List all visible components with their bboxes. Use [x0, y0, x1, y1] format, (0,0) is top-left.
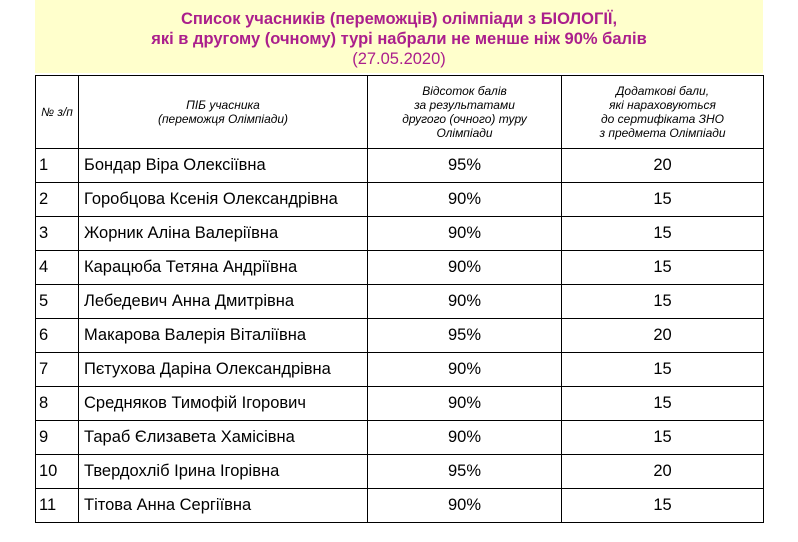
participant-name: Карацюба Тетяна Андріївна: [79, 251, 368, 285]
score-percent: 90%: [368, 251, 562, 285]
winners-table: [35, 75, 764, 523]
score-percent: 90%: [368, 489, 562, 523]
header-percent-line: Олімпіади: [436, 126, 493, 140]
header-percent-line: другого (очного) туру: [402, 112, 527, 126]
title-block: [35, 0, 763, 73]
row-number: 6: [36, 319, 79, 353]
bonus-points: 15: [562, 183, 764, 217]
header-percent-line: Відсоток балів: [422, 84, 507, 98]
header-bonus-line: з предмета Олімпіади: [599, 126, 726, 140]
score-percent: 95%: [368, 319, 562, 353]
bonus-points: 15: [562, 217, 764, 251]
row-number: 2: [36, 183, 79, 217]
participant-name: Бондар Віра Олексіївна: [79, 149, 368, 183]
score-percent: 90%: [368, 217, 562, 251]
table-row: [36, 319, 764, 353]
row-number: 4: [36, 251, 79, 285]
table-row: [36, 285, 764, 319]
table-row: [36, 183, 764, 217]
score-percent: 90%: [368, 353, 562, 387]
participant-name: Макарова Валерія Віталіївна: [79, 319, 368, 353]
header-row: [36, 76, 764, 149]
table-row: [36, 489, 764, 523]
header-percent-line: за результатами: [414, 98, 515, 112]
bonus-points: 20: [562, 455, 764, 489]
participant-name: Лебедевич Анна Дмитрівна: [79, 285, 368, 319]
table-row: [36, 251, 764, 285]
bonus-points: 20: [562, 319, 764, 353]
participant-name: Тараб Єлизавета Хамісівна: [79, 421, 368, 455]
table-row: [36, 149, 764, 183]
header-num: № з/п: [36, 76, 79, 149]
table-row: [36, 387, 764, 421]
participant-name: Средняков Тимофій Ігорович: [79, 387, 368, 421]
score-percent: 90%: [368, 421, 562, 455]
header-percent: [368, 76, 562, 149]
row-number: 9: [36, 421, 79, 455]
header-name: [79, 76, 368, 149]
participant-name: Горобцова Ксенія Олександрівна: [79, 183, 368, 217]
bonus-points: 15: [562, 353, 764, 387]
title-date: (27.05.2020): [352, 50, 446, 68]
title-line-1: Список учасників (переможців) олімпіади з БІОЛОГІЇ,: [180, 10, 618, 28]
row-number: 11: [36, 489, 79, 523]
table-row: [36, 353, 764, 387]
participant-name: Жорник Аліна Валеріївна: [79, 217, 368, 251]
score-percent: 95%: [368, 149, 562, 183]
bonus-points: 15: [562, 489, 764, 523]
table-row: [36, 217, 764, 251]
bonus-points: 15: [562, 285, 764, 319]
row-number: 3: [36, 217, 79, 251]
header-bonus-line: які нараховуються: [609, 98, 716, 112]
participant-name: Тітова Анна Сергіївна: [79, 489, 368, 523]
header-name-line: (переможця Олімпіади): [157, 112, 289, 126]
header-name-line: ПІБ учасника: [186, 98, 260, 112]
score-percent: 90%: [368, 387, 562, 421]
bonus-points: 15: [562, 387, 764, 421]
table-row: [36, 421, 764, 455]
header-bonus: [562, 76, 764, 149]
participant-name: Твердохліб Ірина Ігорівна: [79, 455, 368, 489]
title-line-2: які в другому (очному) турі набрали не менше ніж 90% балів: [151, 30, 647, 48]
participant-name: Пєтухова Даріна Олександрівна: [79, 353, 368, 387]
table-row: [36, 455, 764, 489]
row-number: 8: [36, 387, 79, 421]
bonus-points: 20: [562, 149, 764, 183]
row-number: 7: [36, 353, 79, 387]
row-number: 1: [36, 149, 79, 183]
score-percent: 90%: [368, 285, 562, 319]
row-number: 5: [36, 285, 79, 319]
score-percent: 95%: [368, 455, 562, 489]
header-bonus-line: Додаткові бали,: [615, 84, 710, 98]
row-number: 10: [36, 455, 79, 489]
bonus-points: 15: [562, 251, 764, 285]
score-percent: 90%: [368, 183, 562, 217]
header-bonus-line: до сертифіката ЗНО: [601, 112, 724, 126]
bonus-points: 15: [562, 421, 764, 455]
